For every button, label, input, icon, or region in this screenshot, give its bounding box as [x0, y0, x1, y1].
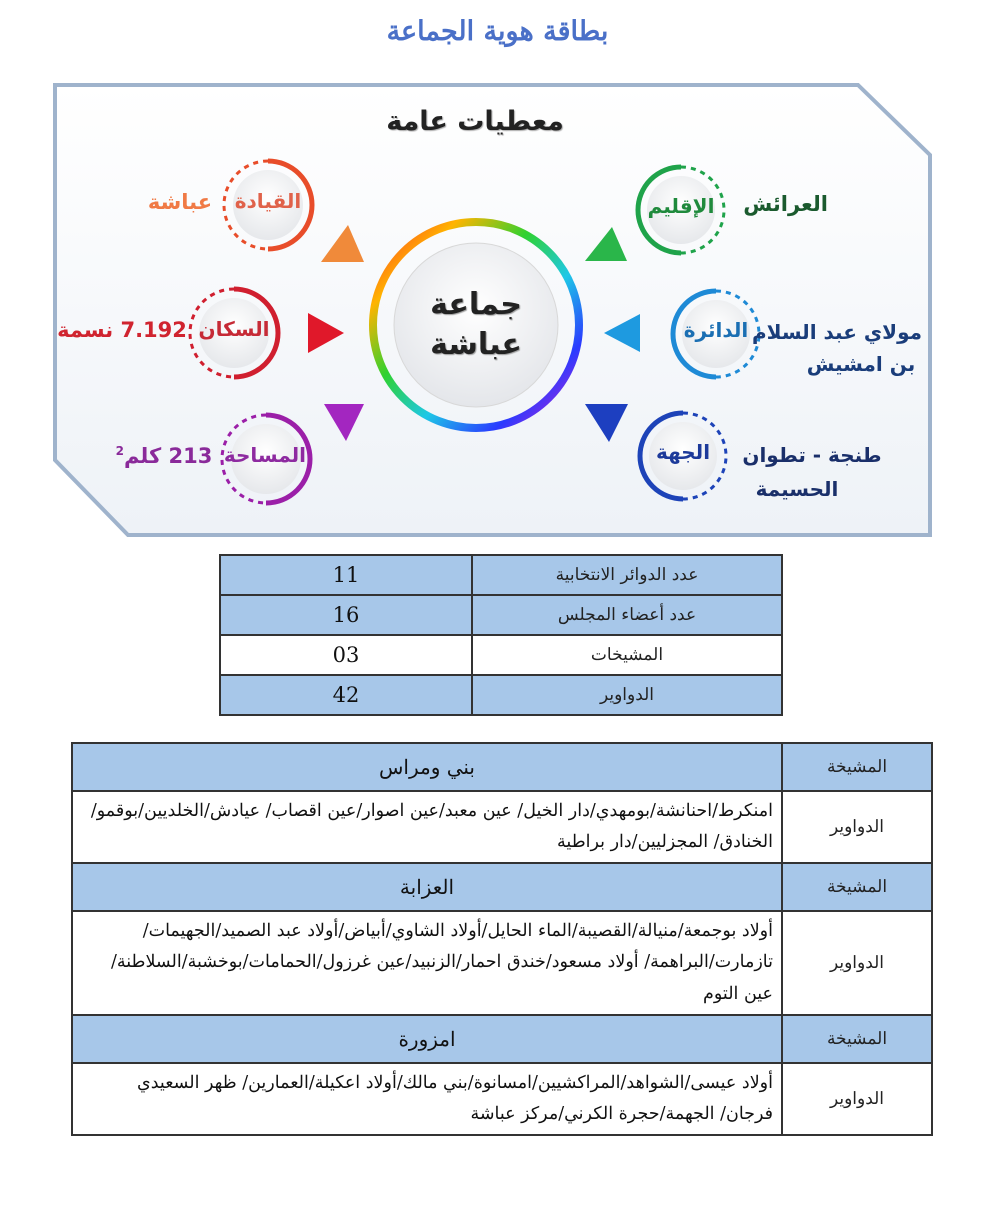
table-row — [72, 863, 932, 911]
circle-label-area: المساحة — [223, 443, 306, 467]
douars-label: الدواوير — [782, 1063, 932, 1135]
stat-value: 03 — [220, 635, 472, 675]
value-leadership: عباشة — [147, 190, 213, 214]
value-area-number: 213 كلم — [123, 444, 213, 468]
center-label — [386, 285, 566, 365]
circle-label-district: الدائرة — [683, 318, 749, 342]
table-row — [72, 1063, 932, 1135]
value-region-line-2: الحسيمة — [755, 477, 839, 501]
table-row — [220, 635, 782, 675]
circle-label-region: الجهة — [655, 440, 711, 464]
sheikhdom-name: العزابة — [72, 863, 782, 911]
center-line-2: عباشة — [430, 327, 522, 362]
stats-table — [219, 554, 783, 716]
value-area-superscript: 2 — [115, 444, 124, 458]
douars-label: الدواوير — [782, 911, 932, 1014]
stat-label: عدد الدوائر الانتخابية — [472, 555, 782, 595]
douars-list: أولاد بوجمعة/منيالة/القصيبة/الماء الحايل/أولاد الشاوي/أبياض/أولاد عبد الصميد/الجهيمات/تازمارت/البراهمة/ أولاد مسعود/خندق احمار/الزنبيد/عين غرزول/الحمامات/بوخشبة/السلاطنة/عين التوم — [72, 911, 782, 1014]
value-region — [742, 438, 882, 506]
stat-value: 11 — [220, 555, 472, 595]
stat-label: عدد أعضاء المجلس — [472, 595, 782, 635]
value-population: 7.192 نسمة — [57, 318, 187, 342]
sheikhdom-name: امزورة — [72, 1015, 782, 1063]
douars-list: امنكرط/احنانشة/بومهدي/دار الخيل/ عين معبد/عين اصوار/عين اقصاب/ عيادش/الخلديين/بوقمو/الخنادق/ المجزليين/دار براطية — [72, 791, 782, 863]
sheikhdom-label: المشيخة — [782, 1015, 932, 1063]
center-line-1: جماعة — [430, 287, 522, 322]
table-row — [72, 1015, 932, 1063]
table-row — [220, 595, 782, 635]
value-district-line-1: مولاي عبد السلام — [751, 320, 922, 344]
circle-label-population: السكان — [198, 317, 270, 341]
table-row — [72, 791, 932, 863]
douars-list: أولاد عيسى/الشواهد/المراكشيين/امسانوة/بني مالك/أولاد اعكيلة/العمارين/ ظهر السعيدي فرجان/ الجهمة/حجرة الكرني/مركز عباشة — [72, 1063, 782, 1135]
table-row — [72, 911, 932, 1014]
stat-value: 16 — [220, 595, 472, 635]
table-row — [220, 555, 782, 595]
circle-label-leadership: القيادة — [234, 189, 302, 213]
card-heading: معطيات عامة — [386, 106, 564, 137]
circle-label-province: الإقليم — [647, 194, 715, 218]
value-province: العرائش — [743, 192, 828, 216]
stat-value: 42 — [220, 675, 472, 715]
value-district — [751, 316, 922, 380]
sheikhdom-label: المشيخة — [782, 743, 932, 791]
page-title: بطاقة هوية الجماعة — [386, 16, 609, 47]
sheikhdom-name: بني ومراس — [72, 743, 782, 791]
table-row — [220, 675, 782, 715]
table-row — [72, 743, 932, 791]
value-region-line-1: طنجة - تطوان — [742, 443, 882, 467]
stat-label: المشيخات — [472, 635, 782, 675]
value-area — [110, 444, 218, 468]
sheikhdoms-table — [71, 742, 933, 1136]
sheikhdom-label: المشيخة — [782, 863, 932, 911]
stat-label: الدواوير — [472, 675, 782, 715]
value-district-line-2: بن امشيش — [806, 352, 916, 376]
douars-label: الدواوير — [782, 791, 932, 863]
